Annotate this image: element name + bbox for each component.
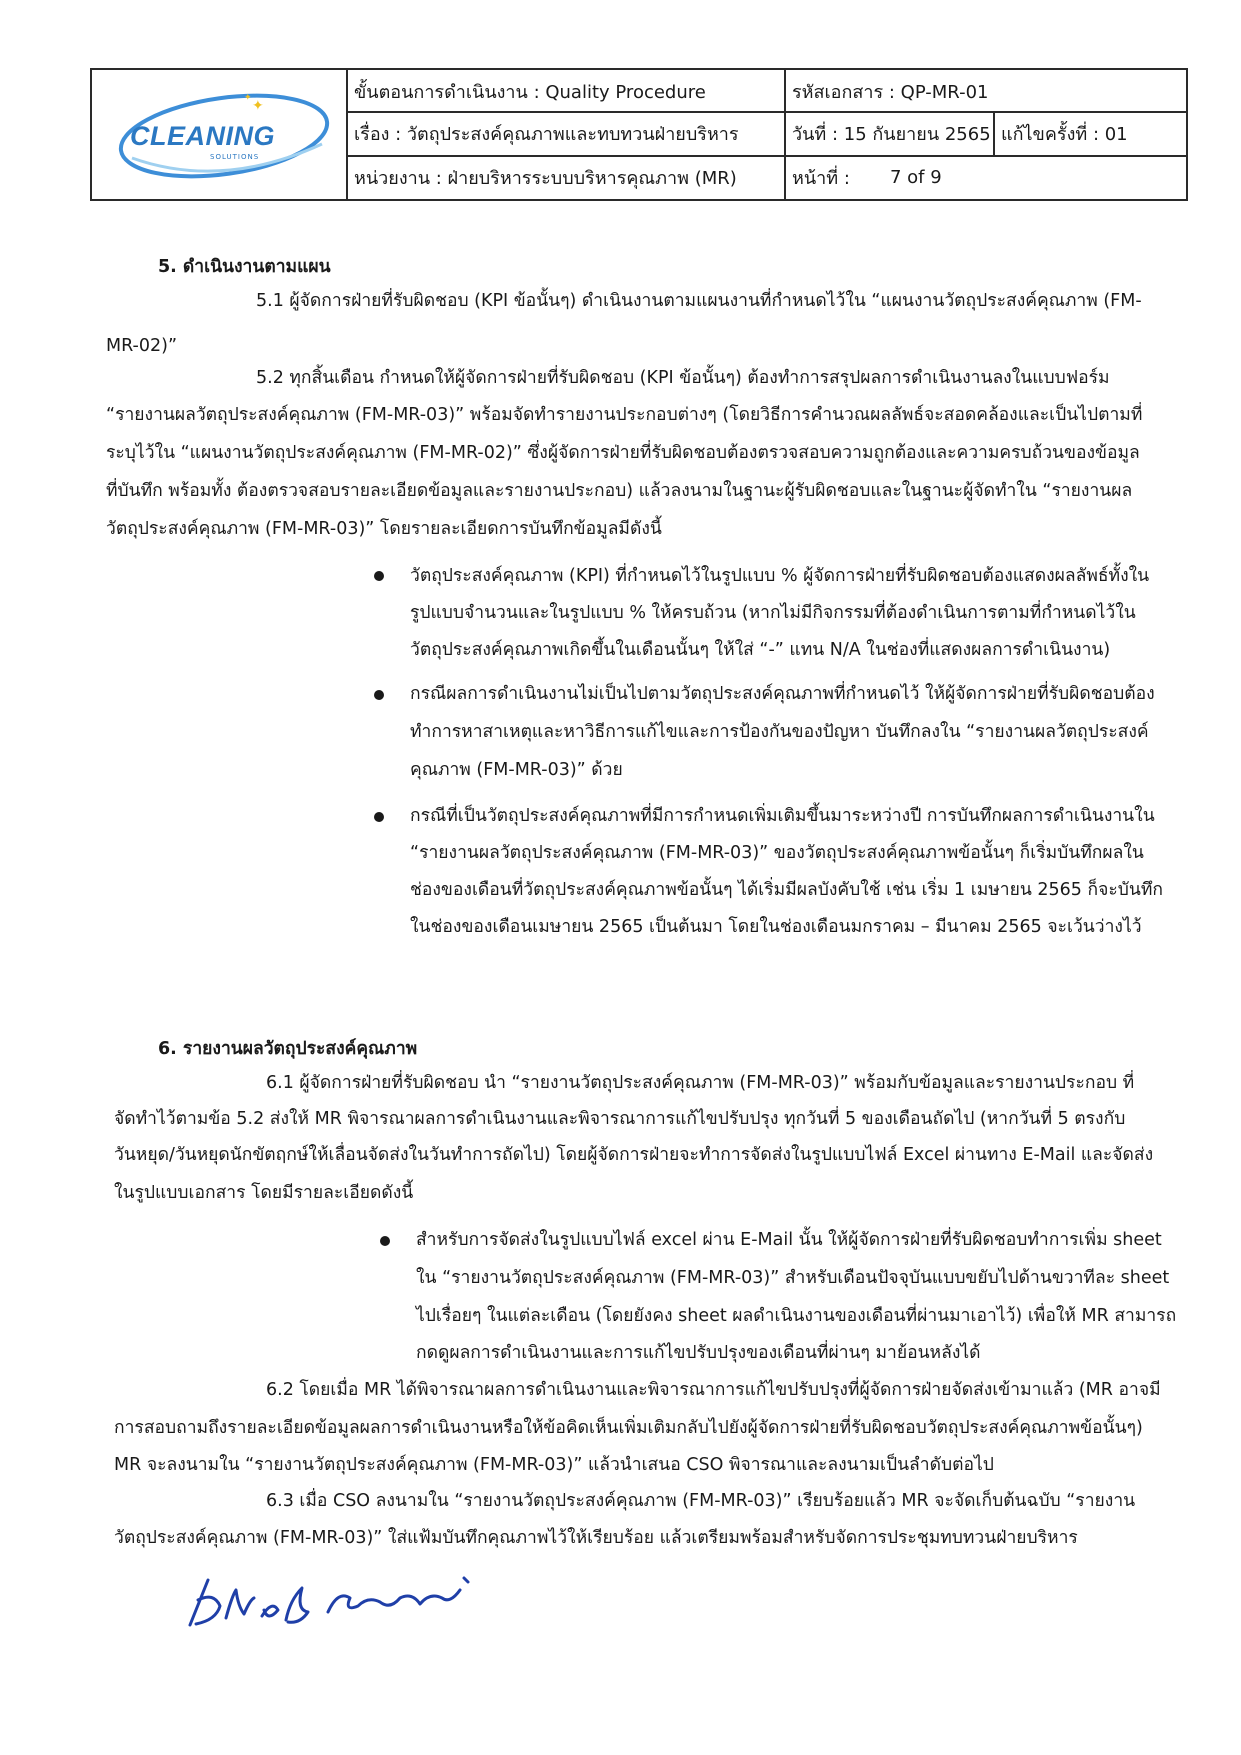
paragraph-line: การสอบถามถึงรายละเอียดข้อมูลผลการดำเนินงานหรือให้ข้อคิดเห็นเพิ่มเติมกลับไปยังผู้จัดการฝ่ายที่รับผิดชอบวัตถุประสงค์คุณภาพข้อนั้นๆ): [114, 1418, 1143, 1438]
bullet-line: “รายงานผลวัตถุประสงค์คุณภาพ (FM-MR-03)” ของวัตถุประสงค์คุณภาพข้อนั้นๆ ก็เริ่มบันทึกผลใน: [410, 843, 1144, 863]
paragraph-line: ที่บันทึก พร้อมทั้ง ต้องตรวจสอบรายละเอียดข้อมูลและรายงานประกอบ) แล้วลงนามในฐานะผู้รับผิดชอบและในฐานะผู้จัดทำใน “รายงานผล: [106, 481, 1133, 501]
bullet-line: รูปแบบจำนวนและในรูปแบบ % ให้ครบถ้วน (หากไม่มีกิจกรรมที่ต้องดำเนินการตามที่กำหนดไว้ใน: [410, 603, 1136, 623]
paragraph-line: วันหยุด/วันหยุดนักขัตฤกษ์ให้เลื่อนจัดส่งในวันทำการถัดไป) โดยผู้จัดการฝ่ายจะทำการจัดส่งในรูปแบบไฟล์ Excel ผ่านทาง E-Mail และจัดส่ง: [114, 1145, 1154, 1165]
bullet-line: กรณีผลการดำเนินงานไม่เป็นไปตามวัตถุประสงค์คุณภาพที่กำหนดไว้ ให้ผู้จัดการฝ่ายที่รับผิดชอบต้อง: [410, 684, 1155, 704]
issue-date: วันที่ : 15 กันยายน 2565: [792, 124, 991, 145]
handwritten-signature: [168, 1540, 508, 1650]
paragraph-line: 5.1 ผู้จัดการฝ่ายที่รับผิดชอบ (KPI ข้อนั้นๆ) ดำเนินงานตามแผนงานที่กำหนดไว้ใน “แผนงานวัตถุประสงค์คุณภาพ (FM-: [256, 291, 1142, 311]
paragraph-line: วัตถุประสงค์คุณภาพ (FM-MR-03)” ใส่แฟ้มบันทึกคุณภาพไว้ให้เรียบร้อย แล้วเตรียมพร้อมสำหรับจัดการประชุมทบทวนฝ่ายบริหาร: [114, 1528, 1078, 1548]
subject-title: เรื่อง : วัตถุประสงค์คุณภาพและทบทวนฝ่ายบริหาร: [354, 124, 739, 145]
bullet-icon: [380, 1236, 390, 1246]
paragraph-line: วัตถุประสงค์คุณภาพ (FM-MR-03)” โดยรายละเอียดการบันทึกข้อมูลมีดังนี้: [106, 519, 662, 539]
bullet-line: กรณีที่เป็นวัตถุประสงค์คุณภาพที่มีการกำหนดเพิ่มเติมขึ้นมาระหว่างปี การบันทึกผลการดำเนินงานใน: [410, 806, 1155, 826]
paragraph-line: 6.3 เมื่อ CSO ลงนามใน “รายงานวัตถุประสงค์คุณภาพ (FM-MR-03)” เรียบร้อยแล้ว MR จะจัดเก็บต้นฉบับ “รายงาน: [266, 1491, 1136, 1511]
paragraph-line: 6.1 ผู้จัดการฝ่ายที่รับผิดชอบ นำ “รายงานวัตถุประสงค์คุณภาพ (FM-MR-03)” พร้อมกับข้อมูลและรายงานประกอบ ที่: [266, 1073, 1135, 1093]
bullet-icon: [374, 812, 384, 822]
paragraph-line: ในรูปแบบเอกสาร โดยมีรายละเอียดดังนี้: [114, 1183, 414, 1203]
bullet-line: คุณภาพ (FM-MR-03)” ด้วย: [410, 760, 623, 780]
bullet-line: ใน “รายงานวัตถุประสงค์คุณภาพ (FM-MR-03)” สำหรับเดือนปัจจุบันแบบขยับไปด้านขวาทีละ sheet: [416, 1268, 1170, 1288]
svg-text:✦: ✦: [252, 98, 264, 114]
document-code: รหัสเอกสาร : QP-MR-01: [792, 81, 989, 103]
logo-subtext: SOLUTIONS: [210, 153, 260, 161]
paragraph-line: MR-02)”: [106, 336, 178, 356]
document-header: [90, 68, 1188, 201]
logo-text: CLEANING: [130, 121, 275, 151]
paragraph-line: ระบุไว้ใน “แผนงานวัตถุประสงค์คุณภาพ (FM-MR-02)” ซึ่งผู้จัดการฝ่ายที่รับผิดชอบต้องตรวจสอบความถูกต้องและความครบถ้วนของข้อมูล: [106, 443, 1140, 463]
bullet-line: ช่องของเดือนที่วัตถุประสงค์คุณภาพข้อนั้นๆ ได้เริ่มมีผลบังคับใช้ เช่น เริ่ม 1 เมษายน 2565 ก็จะบันทึก: [410, 880, 1163, 900]
section-6-heading: 6. รายงานผลวัตถุประสงค์คุณภาพ: [158, 1039, 418, 1059]
paragraph-line: 6.2 โดยเมื่อ MR ได้พิจารณาผลการดำเนินงานและพิจารณาการแก้ไขปรับปรุงที่ผู้จัดการฝ่ายจัดส่งเข้ามาแล้ว (MR อาจมี: [266, 1380, 1161, 1400]
bullet-line: สำหรับการจัดส่งในรูปแบบไฟล์ excel ผ่าน E-Mail นั้น ให้ผู้จัดการฝ่ายที่รับผิดชอบทำการเพิ่ม sheet: [416, 1230, 1162, 1250]
bullet-line: วัตถุประสงค์คุณภาพ (KPI) ที่กำหนดไว้ในรูปแบบ % ผู้จัดการฝ่ายที่รับผิดชอบต้องแสดงผลลัพธ์ทั้งใน: [410, 566, 1150, 586]
paragraph-line: 5.2 ทุกสิ้นเดือน กำหนดให้ผู้จัดการฝ่ายที่รับผิดชอบ (KPI ข้อนั้นๆ) ต้องทำการสรุปผลการดำเนินงานลงในแบบฟอร์ม: [256, 368, 1110, 388]
bullet-line: ในช่องของเดือนเมษายน 2565 เป็นต้นมา โดยในช่องเดือนมกราคม – มีนาคม 2565 จะเว้นว่างไว้: [410, 917, 1142, 937]
department-unit: หน่วยงาน : ฝ่ายบริหารระบบบริหารคุณภาพ (MR): [354, 168, 737, 189]
revision-number: แก้ไขครั้งที่ : 01: [1001, 124, 1128, 145]
bullet-icon: [374, 690, 384, 700]
company-logo: [92, 70, 346, 199]
section-5-heading: 5. ดำเนินงานตามแผน: [158, 257, 331, 277]
bullet-line: ไปเรื่อยๆ ในแต่ละเดือน (โดยยังคง sheet ผลดำเนินงานของเดือนที่ผ่านมาเอาไว้) เพื่อให้ MR สามารถ: [416, 1306, 1177, 1326]
bullet-line: กดดูผลการดำเนินงานและการแก้ไขปรับปรุงของเดือนที่ผ่านๆ มาย้อนหลังได้: [416, 1343, 981, 1363]
bullet-line: วัตถุประสงค์คุณภาพเกิดขึ้นในเดือนนั้นๆ ให้ใส่ “-” แทน N/A ในช่องที่แสดงผลการดำเนินงาน): [410, 640, 1111, 660]
procedure-title: ขั้นตอนการดำเนินงาน : Quality Procedure: [354, 81, 706, 103]
page-label: หน้าที่ :: [792, 168, 850, 189]
paragraph-line: “รายงานผลวัตถุประสงค์คุณภาพ (FM-MR-03)” พร้อมจัดทำรายงานประกอบต่างๆ (โดยวิธีการคำนวณผลลัพธ์จะสอดคล้องและเป็นไปตามที่: [106, 405, 1143, 425]
page-number: 7 of 9: [890, 167, 942, 188]
paragraph-line: MR จะลงนามใน “รายงานวัตถุประสงค์คุณภาพ (FM-MR-03)” แล้วนำเสนอ CSO พิจารณาและลงนามเป็นลำดับต่อไป: [114, 1455, 994, 1475]
paragraph-line: จัดทำไว้ตามข้อ 5.2 ส่งให้ MR พิจารณาผลการดำเนินงานและพิจารณาการแก้ไขปรับปรุง ทุกวันที่ 5 ของเดือนถัดไป (หากวันที่ 5 ตรงกับ: [114, 1109, 1126, 1129]
svg-text:✦: ✦: [244, 93, 252, 103]
bullet-icon: [374, 571, 384, 581]
bullet-line: ทำการหาสาเหตุและหาวิธีการแก้ไขและการป้องกันของปัญหา บันทึกลงใน “รายงานผลวัตถุประสงค์: [410, 722, 1149, 742]
